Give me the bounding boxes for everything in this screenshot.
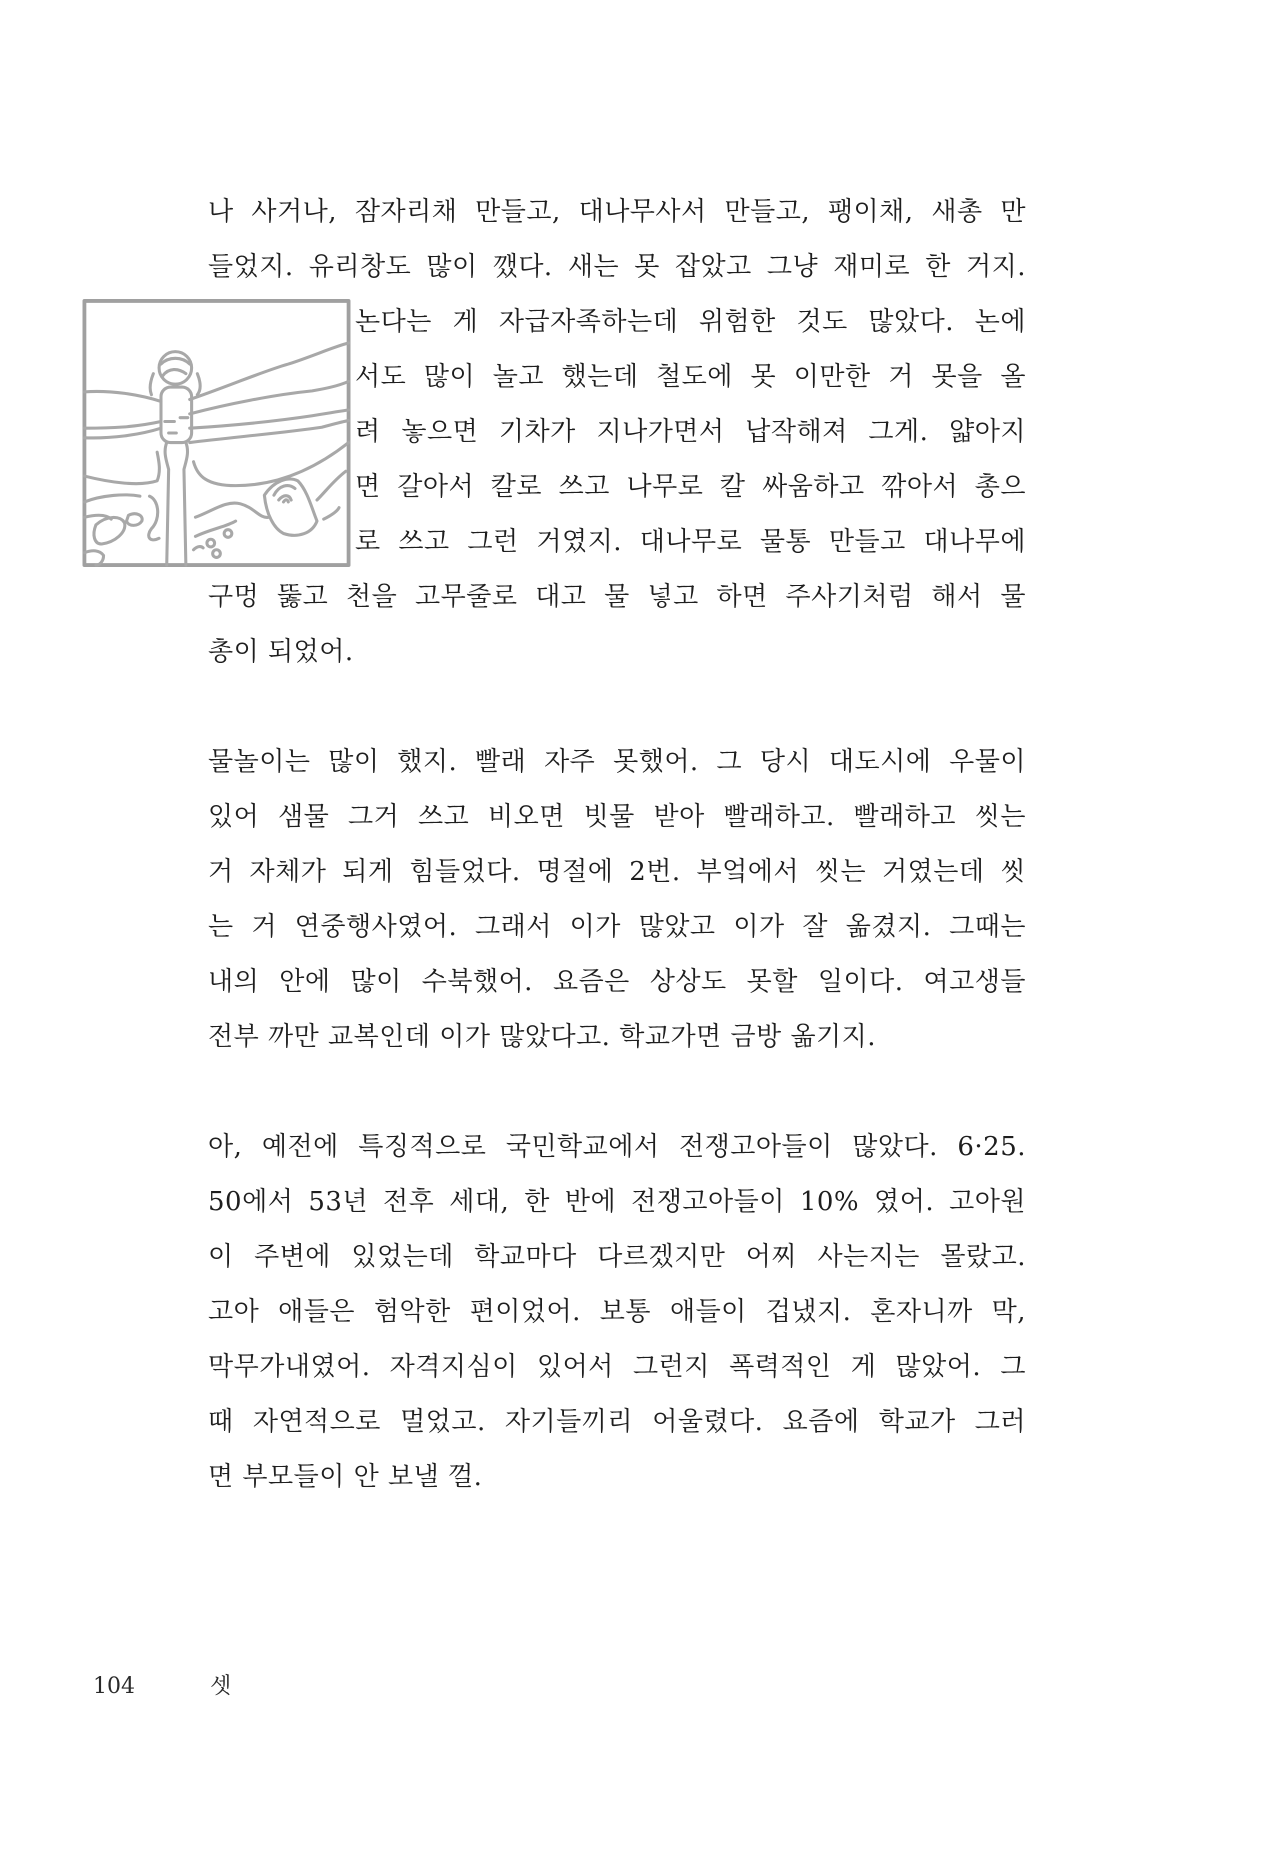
text-line: 총이 되었어. — [208, 637, 354, 667]
text-line: 논다는 게 자급자족하는데 위험한 것도 많았다. 논에 — [355, 307, 1026, 337]
text-line: 때 자연적으로 멀었고. 자기들끼리 어울렸다. 요즘에 학교가 그러 — [208, 1407, 1026, 1437]
text-line: 로 쓰고 그런 거였지. 대나무로 물통 만들고 대나무에 — [355, 527, 1026, 557]
text-line: 거 자체가 되게 힘들었다. 명절에 2번. 부엌에서 씻는 거였는데 씻 — [208, 857, 1026, 887]
text-line: 고아 애들은 험악한 편이었어. 보통 애들이 겁냈지. 혼자니까 막, — [208, 1297, 1026, 1327]
section-label: 셋 — [210, 1674, 232, 1699]
text-line: 는 거 연중행사였어. 그래서 이가 많았고 이가 잘 옮겼지. 그때는 — [208, 912, 1026, 942]
text-line: 려 놓으면 기차가 지나가면서 납작해져 그게. 얇아지 — [355, 417, 1026, 447]
text-line: 이 주변에 있었는데 학교마다 다르겠지만 어찌 사는지는 몰랐고. — [208, 1242, 1026, 1272]
text-line: 나 사거나, 잠자리채 만들고, 대나무사서 만들고, 팽이채, 새총 만 — [208, 197, 1026, 227]
dragonfly-illustration — [82, 299, 351, 567]
text-line: 있어 샘물 그거 쓰고 비오면 빗물 받아 빨래하고. 빨래하고 씻는 — [208, 802, 1026, 832]
text-line: 구멍 뚫고 천을 고무줄로 대고 물 넣고 하면 주사기처럼 해서 물 — [208, 582, 1026, 612]
text-line: 면 부모들이 안 보낼 껄. — [208, 1462, 483, 1492]
text-line: 아, 예전에 특징적으로 국민학교에서 전쟁고아들이 많았다. 6·25. — [208, 1132, 1026, 1162]
text-line: 내의 안에 많이 수북했어. 요즘은 상상도 못할 일이다. 여고생들 — [208, 967, 1026, 997]
dragonfly-icon — [82, 299, 351, 567]
text-line: 전부 까만 교복인데 이가 많았다고. 학교가면 금방 옮기지. — [208, 1022, 877, 1052]
text-line: 물놀이는 많이 했지. 빨래 자주 못했어. 그 당시 대도시에 우물이 — [208, 747, 1026, 777]
text-line: 들었지. 유리창도 많이 깼다. 새는 못 잡았고 그냥 재미로 한 거지. — [208, 252, 1026, 282]
text-line: 50에서 53년 전후 세대, 한 반에 전쟁고아들이 10% 였어. 고아원 — [208, 1187, 1026, 1217]
page-number: 104 — [93, 1674, 135, 1699]
text-line: 서도 많이 놀고 했는데 철도에 못 이만한 거 못을 올 — [355, 362, 1026, 392]
text-line: 막무가내였어. 자격지심이 있어서 그런지 폭력적인 게 많았어. 그 — [208, 1352, 1026, 1382]
text-line: 면 갈아서 칼로 쓰고 나무로 칼 싸움하고 깎아서 총으 — [355, 472, 1026, 502]
